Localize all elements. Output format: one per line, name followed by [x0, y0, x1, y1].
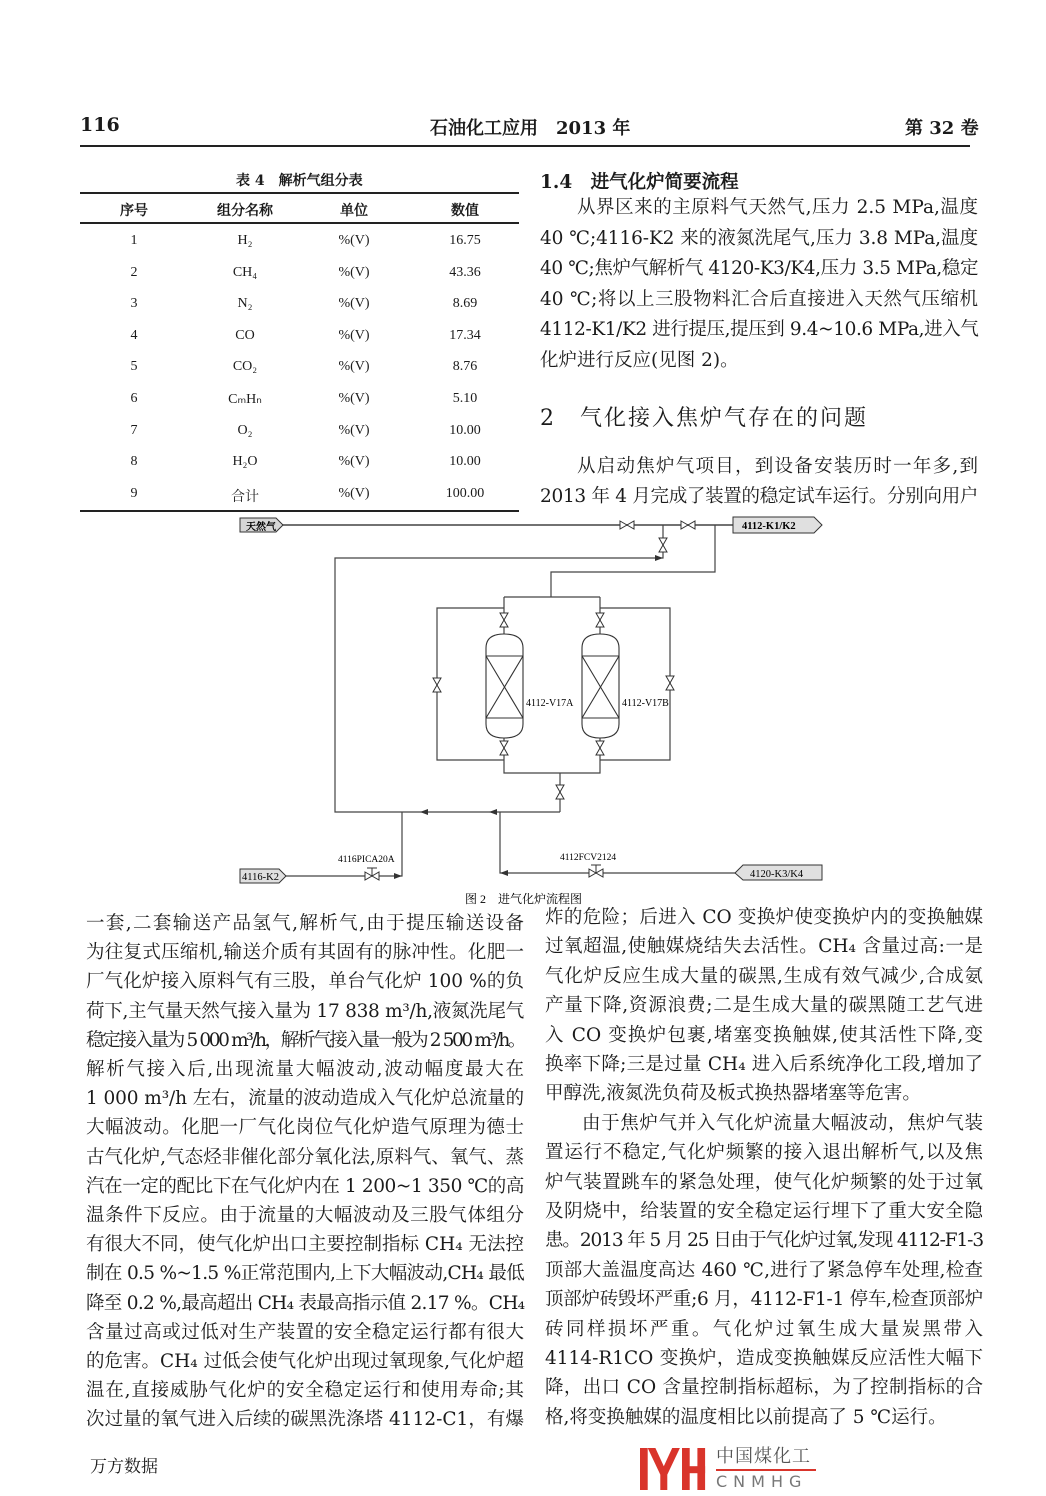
value-cell: 8.76 [452, 359, 478, 375]
table-header-cell: 组分名称 [217, 204, 273, 219]
pica-label: 4116PICA20A [338, 855, 395, 865]
component-name: 合计 [231, 489, 259, 505]
paragraph-line: 降至 0.2 %,最高超出 CH₄ 表最高指示值 2.17 %。CH₄ [86, 1292, 525, 1314]
k3k4-line [500, 812, 735, 873]
vessel-bypass-loops [437, 608, 670, 760]
paragraph-line: 大幅波动。化肥一厂气化岗位气化炉造气原理为德士 [86, 1117, 524, 1139]
unit-cell: %(V) [338, 359, 370, 375]
paragraph-line: 4112-K1/K2 进行提压,提压到 9.4~10.6 MPa,进入气 [540, 319, 979, 341]
unit-cell: %(V) [338, 264, 370, 280]
paragraph-line: 荷下,主气量天然气接入量为 17 838 m³/h,液氮洗尾气 [86, 1000, 524, 1022]
footer-source: 万方数据 [90, 1457, 158, 1477]
unit-cell: %(V) [338, 422, 370, 438]
table-header-cell: 数值 [451, 204, 479, 219]
valve-icon [620, 521, 634, 529]
row-index: 7 [130, 422, 138, 438]
table-header-cell: 单位 [340, 204, 368, 219]
watermark-en: CNMHG [716, 1472, 808, 1491]
component-name: CO₂ [232, 359, 258, 375]
paragraph-line: 顶部炉砖毁坏严重;6 月，4112-F1-1 停车,检查顶部炉 [545, 1289, 983, 1311]
page-number: 116 [80, 114, 120, 136]
paragraph-line: 产量下降,资源浪费;二是生成大量的碳黑随工艺气进 [545, 995, 983, 1017]
paragraph-line: 制在 0.5 %~1.5 %正常范围内,上下大幅波动,CH₄ 最低 [86, 1263, 524, 1285]
paragraph-line: 一套,二套输送产品氢气,解析气,由于提压输送设备 [86, 913, 524, 934]
control-valve-pica-icon [365, 868, 379, 880]
row-index: 5 [130, 359, 138, 375]
row-index: 3 [130, 296, 138, 312]
paragraph-line: 解析气接入后,出现流量大幅波动,波动幅度最大在 [86, 1059, 524, 1080]
unit-cell: %(V) [338, 391, 370, 406]
value-cell: 10.00 [449, 454, 481, 470]
valve-icon [596, 613, 604, 627]
vessel-a [486, 634, 523, 738]
watermark [640, 1446, 880, 1494]
table-header-cell: 序号 [120, 204, 148, 219]
paragraph-line: 入 CO 变换炉包裹,堵塞变换触媒,使其活性下降,变 [545, 1024, 983, 1046]
component-name: CₘHₙ [228, 392, 262, 407]
paragraph-line: 及阴烧中，给装置的安全稳定运行埋下了重大安全隐 [545, 1201, 983, 1222]
unit-cell: %(V) [338, 296, 370, 312]
volume-label: 第 32 卷 [905, 118, 979, 139]
table-title: 表 4 解析气组分表 [236, 173, 363, 189]
row-index: 4 [130, 327, 138, 343]
paragraph-line: 为往复式压缩机,输送介质有其固有的脉冲性。化肥一 [86, 942, 524, 964]
section-2-heading: 2 气化接入焦炉气存在的问题 [540, 406, 868, 431]
component-name: H₂O [232, 454, 258, 470]
value-cell: 5.10 [452, 391, 478, 406]
row-index: 2 [130, 264, 138, 280]
paragraph-line: 甲醇洗,液氮洗负荷及板式换热器堵塞等危害。 [545, 1083, 921, 1105]
paragraph-line: 2013 年 4 月完成了装置的稳定试车运行。分别向用户 [540, 486, 979, 507]
figure-caption: 图 2 进气化炉流程图 [465, 892, 583, 906]
paragraph-line: 有很大不同，使气化炉出口主要控制指标 CH₄ 无法控 [86, 1234, 524, 1256]
paragraph-line: 从界区来的主原料气天然气,压力 2.5 MPa,温度 [577, 197, 978, 218]
component-name: H₂ [237, 233, 253, 248]
section-1-4-heading: 1.4 进气化炉简要流程 [540, 172, 739, 193]
component-name: O₂ [237, 422, 253, 438]
paragraph-line: 的危害。CH₄ 过低会使气化炉出现过氧现象,气化炉超 [86, 1351, 524, 1372]
paragraph-line: 40 ℃;4116-K2 来的液氮洗尾气,压力 3.8 MPa,温度 [540, 227, 978, 249]
paragraph-line: 汽在一定的配比下在气化炉内在 1 200~1 350 ℃的高 [86, 1175, 524, 1197]
riser-line [551, 525, 715, 597]
paragraph-line: 古气化炉,气态烃非催化部分氧化法,原料气、氧气、蒸 [86, 1146, 524, 1168]
paragraph-line: 温在,直接威胁气化炉的安全稳定运行和使用寿命;其 [86, 1380, 524, 1402]
valve-icon [681, 521, 695, 529]
value-cell: 16.75 [449, 233, 481, 248]
tag-k3k4-label: 4120-K3/K4 [750, 869, 804, 880]
paragraph-line: 砖同样损坏严重。气化炉过氧生成大量炭黑带入 [545, 1318, 983, 1340]
paragraph-line: 气化炉反应生成大量的碳黑,生成有效气减少,合成氨 [545, 965, 983, 987]
paragraph-line: 含量过高或过低对生产装置的安全稳定运行都有很大 [86, 1321, 524, 1343]
paragraph-line: 置运行不稳定,气化炉频繁的接入退出解析气,以及焦 [545, 1142, 983, 1164]
component-name: CO [235, 327, 255, 343]
paragraph-line: 顶部大盖温度高达 460 ℃,进行了紧急停车处理,检查 [545, 1259, 983, 1281]
paragraph-line: 炸的危险；后进入 CO 变换炉使变换炉内的变换触媒 [545, 907, 983, 928]
valve-icon [596, 741, 604, 755]
flow-arrow-icons [394, 555, 663, 879]
unit-cell: %(V) [338, 454, 370, 470]
valve-icon [500, 613, 508, 627]
valve-icon [556, 785, 564, 799]
valve-icon [433, 678, 441, 692]
paragraph-line: 化炉进行反应(见图 2)。 [540, 350, 739, 371]
paragraph-line: 炉气装置跳车的紧急处理，使气化炉频繁的处于过氧 [545, 1171, 983, 1193]
vessel-a-label: 4112-V17A [526, 698, 574, 709]
row-index: 8 [130, 454, 138, 470]
paragraph-line: 稳定接入量为 5 000 m³/h，解析气接入量一般为 2 500 m³/h。 [86, 1029, 524, 1051]
watermark-cn: 中国煤化工 [716, 1446, 811, 1467]
paragraph-line: 从启动焦炉气项目，到设备安装历时一年多,到 [577, 456, 978, 477]
valve-icon [666, 676, 674, 690]
paragraph-line: 格,将变换触媒的温度相比以前提高了 5 ℃运行。 [545, 1406, 947, 1428]
paragraph-line: 由于焦炉气并入气化炉流量大幅波动，焦炉气装 [582, 1112, 983, 1134]
paragraph-line: 厂气化炉接入原料气有三股，单台气化炉 100 %的负 [86, 971, 524, 993]
row-index: 1 [130, 233, 138, 248]
paragraph-line: 过氧超温,使触媒烧结失去活性。CH₄ 含量过高:一是 [545, 936, 983, 958]
row-index: 6 [130, 391, 138, 406]
paragraph-line: 次过量的氧气进入后续的碳黑洗涤塔 4112-C1，有爆 [86, 1409, 524, 1431]
paragraph-line: 40 ℃;焦炉气解析气 4120-K3/K4,压力 3.5 MPa,稳定 [540, 258, 979, 280]
journal-title: 石油化工应用 2013 年 [430, 118, 631, 139]
component-name: N₂ [237, 296, 253, 312]
value-cell: 8.69 [452, 296, 478, 312]
watermark-rule [716, 1469, 816, 1471]
value-cell: 10.00 [449, 422, 481, 438]
vessel-inlet-pipes [504, 597, 600, 636]
unit-cell: %(V) [338, 327, 370, 343]
paragraph-line: 患。2013 年 5 月 25 日由于气化炉过氧,发现 4112-F1-3 [545, 1230, 983, 1252]
value-cell: 17.34 [449, 327, 481, 343]
watermark-logo-icon [640, 1448, 710, 1492]
control-valve-fcv-icon [589, 865, 603, 877]
tag-k2-label: 4116-K2 [242, 872, 279, 883]
vessel-outlet-pipes [504, 737, 600, 773]
tag-natural-gas-label: 天然气 [246, 522, 276, 533]
value-cell: 43.36 [449, 264, 481, 280]
vessel-b-label: 4112-V17B [622, 698, 669, 709]
value-cell: 100.00 [445, 485, 485, 501]
paragraph-line: 4114-R1CO 变换炉，造成变换触媒反应活性大幅下 [545, 1348, 983, 1369]
paragraph-line: 40 ℃;将以上三股物料汇合后直接进入天然气压缩机 [540, 288, 978, 310]
tag-compressor-label: 4112-K1/K2 [742, 521, 796, 532]
paragraph-line: 换率下降;三是过量 CH₄ 进入后系统净化工段,增加了 [545, 1054, 983, 1075]
unit-cell: %(V) [338, 485, 370, 501]
valve-icon [500, 741, 508, 755]
component-name: CH₄ [232, 264, 258, 280]
paragraph-line: 降，出口 CO 含量控制指标超标，为了控制指标的合 [545, 1377, 983, 1399]
fcv-label: 4112FCV2124 [560, 853, 617, 863]
row-index: 9 [130, 485, 138, 501]
paragraph-line: 1 000 m³/h 左右，流量的波动造成入气化炉总流量的 [86, 1088, 524, 1110]
k2-line [285, 812, 402, 876]
unit-cell: %(V) [338, 233, 370, 248]
valve-icon [659, 538, 667, 552]
vessel-b [582, 634, 619, 738]
paragraph-line: 温条件下反应。由于流量的大幅波动及三股气体组分 [86, 1205, 524, 1226]
